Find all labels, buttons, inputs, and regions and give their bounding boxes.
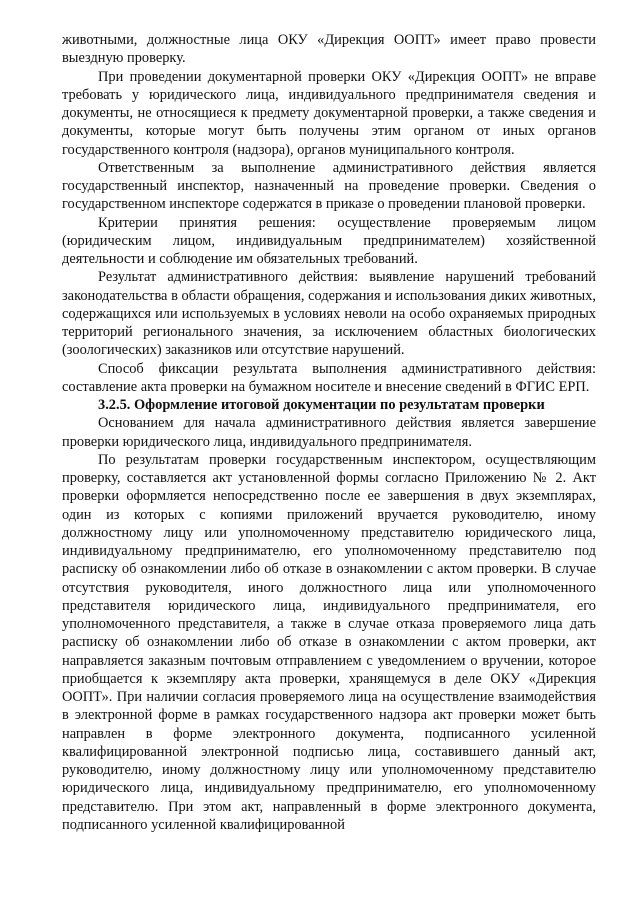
paragraph-inspection-act: По результатам проверки государственным инспектором, осуществляющим проверку, составляется акт установленной формы согласно Приложению № 2. Акт проверки оформляется непосредственно после ее завершения в двух экземплярах, один из которых с копиями приложений вручается руководителю, иному должностному лицу или уполномоченному представителю юридического лица, индивидуальному предпринимателю, его уполномоченному представителю под расписку об ознакомлении либо об отказе в ознакомлении с актом проверки. В случае отсутствия руководителя, иного должностного лица или уполномоченного представителя юридического лица, индивидуального предпринимателя, его уполномоченного представителя, а также в случае отказа проверяемого лица дать расписку об ознакомлении либо об отказе в ознакомлении с актом проверки, акт направляется заказным почтовым отправлением с уведомлением о вручении, которое приобщается к экземпляру акта проверки, хранящемуся в деле ОКУ «Дирекция ООПТ». При наличии согласия проверяемого лица на осуществление взаимодействия в электронной форме в рамках государственного надзора акт проверки может быть направлен в форме электронного документа, подписанного усиленной квалифицированной электронной подписью лица, составившего данный акт, руководителю, иному должностному лицу или уполномоченному представителю юридического лица, индивидуальному предпринимателю, его уполномоченному представителю. При этом акт, направленный в форме электронного документа, подписанного усиленной квалифицированной [62,451,596,833]
paragraph-result: Результат административного действия: выявление нарушений требований законодательства в области обращения, содержания и использования диких животных, содержащихся или используемых в условиях неволи на особо охраняемых природных территорий регионального значения, за исключением областных биологических (зоологических) заказников или отсутствие нарушений. [62,269,596,359]
paragraph-fixation: Способ фиксации результата выполнения административного действия: составление акта проверки на бумажном носителе и внесение сведений в ФГИС ЕРП. [62,360,596,395]
paragraph-criteria: Критерии принятия решения: осуществление проверяемым лицом (юридическим лицом, индивидуальным предпринимателем) хозяйственной деятельности и соблюдение им обязательных требований. [62,214,596,267]
section-heading: 3.2.5. Оформление итоговой документации по результатам проверки [98,397,545,413]
paragraph-basis: Основанием для начала административного действия является завершение проверки юридического лица, индивидуального предпринимателя. [62,415,596,450]
document-page [62,31,596,834]
paragraph-continuation: животными, должностные лица ОКУ «Дирекция ООПТ» имеет право провести выездную проверку. [62,32,596,67]
paragraph-responsible: Ответственным за выполнение административного действия является государственный инспектор, назначенный на проведение проверки. Сведения о государственном инспекторе содержатся в приказе о проведении плановой проверки. [62,159,596,213]
paragraph-documentary-check: При проведении документарной проверки ОКУ «Дирекция ООПТ» не вправе требовать у юридического лица, индивидуального предпринимателя сведения и документы, не относящиеся к предмету документарной проверки, а также сведения и документы, которые могут быть получены этим органом от иных органов государственного контроля (надзора), органов муниципального контроля. [62,68,596,158]
